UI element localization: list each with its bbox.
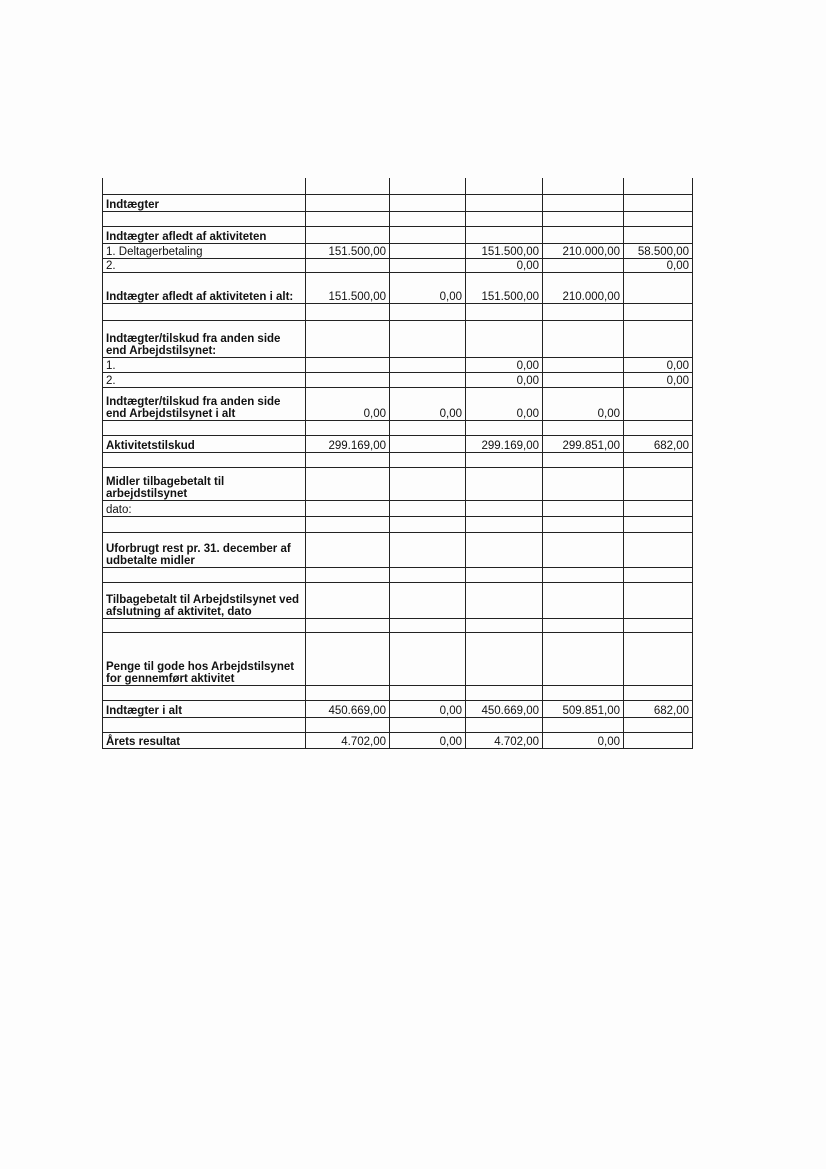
row-label-cell: 2.: [103, 373, 306, 388]
amount-cell-col-4: 299.851,00: [543, 436, 624, 453]
table-row: [103, 273, 693, 304]
table-row: [103, 533, 693, 568]
amount-cell-col-1: 299.169,00: [306, 436, 390, 453]
row-label-cell: dato:: [103, 501, 306, 517]
amount-cell-col-1: 151.500,00: [306, 244, 390, 259]
amount-cell-col-2: [390, 358, 466, 373]
amount-cell-col-4: [543, 633, 624, 686]
amount-cell-col-3: [466, 686, 543, 701]
amount-cell-col-4: [543, 227, 624, 244]
amount-cell-col-5: 682,00: [624, 701, 693, 718]
amount-cell-col-1: [306, 259, 390, 273]
amount-cell-col-1: [306, 517, 390, 533]
row-label-cell: Aktivitetstilskud: [103, 436, 306, 453]
amount-cell-col-1: [306, 568, 390, 583]
row-label-cell: [103, 178, 306, 195]
spacer-row: [103, 619, 693, 633]
amount-cell-col-2: 0,00: [390, 701, 466, 718]
amount-cell-col-2: [390, 178, 466, 195]
amount-cell-col-3: 151.500,00: [466, 244, 543, 259]
amount-cell-col-2: [390, 619, 466, 633]
row-label-cell: Årets resultat: [103, 733, 306, 749]
amount-cell-col-1: [306, 583, 390, 619]
amount-cell-col-1: [306, 358, 390, 373]
table-row: [103, 244, 693, 259]
amount-cell-col-5: [624, 273, 693, 304]
amount-cell-col-3: [466, 517, 543, 533]
amount-cell-col-5: [624, 686, 693, 701]
amount-cell-col-3: [466, 453, 543, 468]
amount-cell-col-4: 210.000,00: [543, 273, 624, 304]
table-row: [103, 468, 693, 501]
row-label-cell: [103, 304, 306, 321]
amount-cell-col-1: [306, 373, 390, 388]
amount-cell-col-5: [624, 733, 693, 749]
amount-cell-col-3: [466, 633, 543, 686]
amount-cell-col-2: [390, 718, 466, 733]
amount-cell-col-4: 509.851,00: [543, 701, 624, 718]
amount-cell-col-5: [624, 195, 693, 212]
table-row: [103, 373, 693, 388]
amount-cell-col-5: 0,00: [624, 373, 693, 388]
row-label-cell: [103, 619, 306, 633]
amount-cell-col-1: [306, 178, 390, 195]
row-label-cell: 1.: [103, 358, 306, 373]
amount-cell-col-4: [543, 259, 624, 273]
amount-cell-col-3: [466, 195, 543, 212]
spacer-row: [103, 718, 693, 733]
row-label-cell: Indtægter i alt: [103, 701, 306, 718]
amount-cell-col-5: [624, 633, 693, 686]
amount-cell-col-5: [624, 453, 693, 468]
amount-cell-col-3: 0,00: [466, 373, 543, 388]
table-row: [103, 733, 693, 749]
row-label-cell: [103, 568, 306, 583]
table-row: [103, 321, 693, 358]
row-label-cell: [103, 517, 306, 533]
amount-cell-col-3: [466, 533, 543, 568]
amount-cell-col-5: [624, 212, 693, 227]
amount-cell-col-4: [543, 686, 624, 701]
amount-cell-col-1: [306, 533, 390, 568]
amount-cell-col-1: [306, 195, 390, 212]
row-label-cell: [103, 453, 306, 468]
table-row: [103, 358, 693, 373]
amount-cell-col-4: [543, 718, 624, 733]
amount-cell-col-4: [543, 358, 624, 373]
amount-cell-col-5: 58.500,00: [624, 244, 693, 259]
row-label-cell: [103, 718, 306, 733]
amount-cell-col-2: 0,00: [390, 733, 466, 749]
amount-cell-col-3: 299.169,00: [466, 436, 543, 453]
amount-cell-col-1: [306, 321, 390, 358]
amount-cell-col-2: [390, 227, 466, 244]
amount-cell-col-5: [624, 468, 693, 501]
row-label-cell: [103, 686, 306, 701]
amount-cell-col-3: [466, 718, 543, 733]
amount-cell-col-1: [306, 212, 390, 227]
table-row: [103, 701, 693, 718]
amount-cell-col-3: [466, 304, 543, 321]
table-row: [103, 388, 693, 421]
amount-cell-col-1: 0,00: [306, 388, 390, 421]
amount-cell-col-4: [543, 533, 624, 568]
amount-cell-col-1: [306, 619, 390, 633]
amount-cell-col-3: [466, 568, 543, 583]
amount-cell-col-3: [466, 619, 543, 633]
amount-cell-col-3: [466, 227, 543, 244]
amount-cell-col-5: 0,00: [624, 358, 693, 373]
amount-cell-col-3: 0,00: [466, 388, 543, 421]
amount-cell-col-4: [543, 453, 624, 468]
amount-cell-col-4: [543, 373, 624, 388]
amount-cell-col-4: [543, 195, 624, 212]
amount-cell-col-1: 4.702,00: [306, 733, 390, 749]
amount-cell-col-2: [390, 304, 466, 321]
table-row: [103, 501, 693, 517]
row-label-cell: [103, 421, 306, 436]
row-label-cell: Indtægter afledt af aktiviteten: [103, 227, 306, 244]
amount-cell-col-2: [390, 259, 466, 273]
amount-cell-col-3: [466, 421, 543, 436]
table-row: [103, 227, 693, 244]
amount-cell-col-2: [390, 436, 466, 453]
amount-cell-col-1: [306, 421, 390, 436]
amount-cell-col-1: 450.669,00: [306, 701, 390, 718]
spacer-row: [103, 686, 693, 701]
amount-cell-col-2: [390, 633, 466, 686]
amount-cell-col-1: [306, 501, 390, 517]
amount-cell-col-1: [306, 304, 390, 321]
amount-cell-col-4: [543, 583, 624, 619]
amount-cell-col-4: [543, 212, 624, 227]
amount-cell-col-1: 151.500,00: [306, 273, 390, 304]
spacer-row: [103, 178, 693, 195]
amount-cell-col-2: [390, 321, 466, 358]
amount-cell-col-4: [543, 304, 624, 321]
spacer-row: [103, 517, 693, 533]
amount-cell-col-5: [624, 718, 693, 733]
table-row: [103, 436, 693, 453]
amount-cell-col-5: [624, 388, 693, 421]
amount-cell-col-1: [306, 227, 390, 244]
budget-income-table: [102, 178, 693, 749]
amount-cell-col-5: [624, 421, 693, 436]
row-label-cell: Indtægter afledt af aktiviteten i alt:: [103, 273, 306, 304]
amount-cell-col-4: [543, 421, 624, 436]
amount-cell-col-5: [624, 583, 693, 619]
amount-cell-col-2: [390, 373, 466, 388]
amount-cell-col-4: 0,00: [543, 388, 624, 421]
row-label-cell: Uforbrugt rest pr. 31. december af udbetalte midler: [103, 533, 306, 568]
amount-cell-col-1: [306, 718, 390, 733]
amount-cell-col-4: [543, 568, 624, 583]
amount-cell-col-4: [543, 517, 624, 533]
amount-cell-col-3: [466, 468, 543, 501]
amount-cell-col-1: [306, 633, 390, 686]
amount-cell-col-2: [390, 583, 466, 619]
amount-cell-col-3: [466, 583, 543, 619]
amount-cell-col-4: [543, 178, 624, 195]
amount-cell-col-2: [390, 244, 466, 259]
amount-cell-col-5: [624, 568, 693, 583]
amount-cell-col-2: [390, 568, 466, 583]
amount-cell-col-3: 450.669,00: [466, 701, 543, 718]
amount-cell-col-2: [390, 686, 466, 701]
amount-cell-col-2: [390, 468, 466, 501]
amount-cell-col-2: [390, 517, 466, 533]
row-label-cell: Penge til gode hos Arbejdstilsynet for gennemført aktivitet: [103, 633, 306, 686]
amount-cell-col-1: [306, 468, 390, 501]
spacer-row: [103, 304, 693, 321]
amount-cell-col-4: 210.000,00: [543, 244, 624, 259]
amount-cell-col-5: [624, 619, 693, 633]
table-row: [103, 195, 693, 212]
amount-cell-col-4: [543, 321, 624, 358]
amount-cell-col-4: [543, 501, 624, 517]
amount-cell-col-4: [543, 619, 624, 633]
table-row: [103, 633, 693, 686]
spacer-row: [103, 453, 693, 468]
amount-cell-col-2: [390, 501, 466, 517]
row-label-cell: [103, 212, 306, 227]
row-label-cell: Indtægter: [103, 195, 306, 212]
amount-cell-col-5: [624, 533, 693, 568]
amount-cell-col-2: [390, 453, 466, 468]
amount-cell-col-4: [543, 468, 624, 501]
amount-cell-col-2: 0,00: [390, 273, 466, 304]
amount-cell-col-3: 4.702,00: [466, 733, 543, 749]
amount-cell-col-3: 0,00: [466, 259, 543, 273]
amount-cell-col-5: 0,00: [624, 259, 693, 273]
amount-cell-col-2: [390, 421, 466, 436]
amount-cell-col-2: [390, 212, 466, 227]
amount-cell-col-3: [466, 212, 543, 227]
row-label-cell: Tilbagebetalt til Arbejdstilsynet ved afslutning af aktivitet, dato: [103, 583, 306, 619]
amount-cell-col-2: 0,00: [390, 388, 466, 421]
amount-cell-col-1: [306, 453, 390, 468]
row-label-cell: Midler tilbagebetalt til arbejdstilsynet: [103, 468, 306, 501]
amount-cell-col-5: 682,00: [624, 436, 693, 453]
spacer-row: [103, 421, 693, 436]
amount-cell-col-5: [624, 178, 693, 195]
row-label-cell: Indtægter/tilskud fra anden side end Arbejdstilsynet i alt: [103, 388, 306, 421]
table-row: [103, 259, 693, 273]
amount-cell-col-2: [390, 533, 466, 568]
row-label-cell: Indtægter/tilskud fra anden side end Arbejdstilsynet:: [103, 321, 306, 358]
amount-cell-col-4: 0,00: [543, 733, 624, 749]
row-label-cell: 2.: [103, 259, 306, 273]
amount-cell-col-1: [306, 686, 390, 701]
spacer-row: [103, 212, 693, 227]
amount-cell-col-5: [624, 227, 693, 244]
spacer-row: [103, 568, 693, 583]
table-row: [103, 583, 693, 619]
amount-cell-col-5: [624, 304, 693, 321]
amount-cell-col-3: [466, 501, 543, 517]
table-body: [103, 178, 693, 749]
amount-cell-col-3: [466, 178, 543, 195]
amount-cell-col-2: [390, 195, 466, 212]
amount-cell-col-5: [624, 501, 693, 517]
amount-cell-col-5: [624, 517, 693, 533]
amount-cell-col-5: [624, 321, 693, 358]
amount-cell-col-3: 0,00: [466, 358, 543, 373]
amount-cell-col-3: 151.500,00: [466, 273, 543, 304]
row-label-cell: 1. Deltagerbetaling: [103, 244, 306, 259]
amount-cell-col-3: [466, 321, 543, 358]
